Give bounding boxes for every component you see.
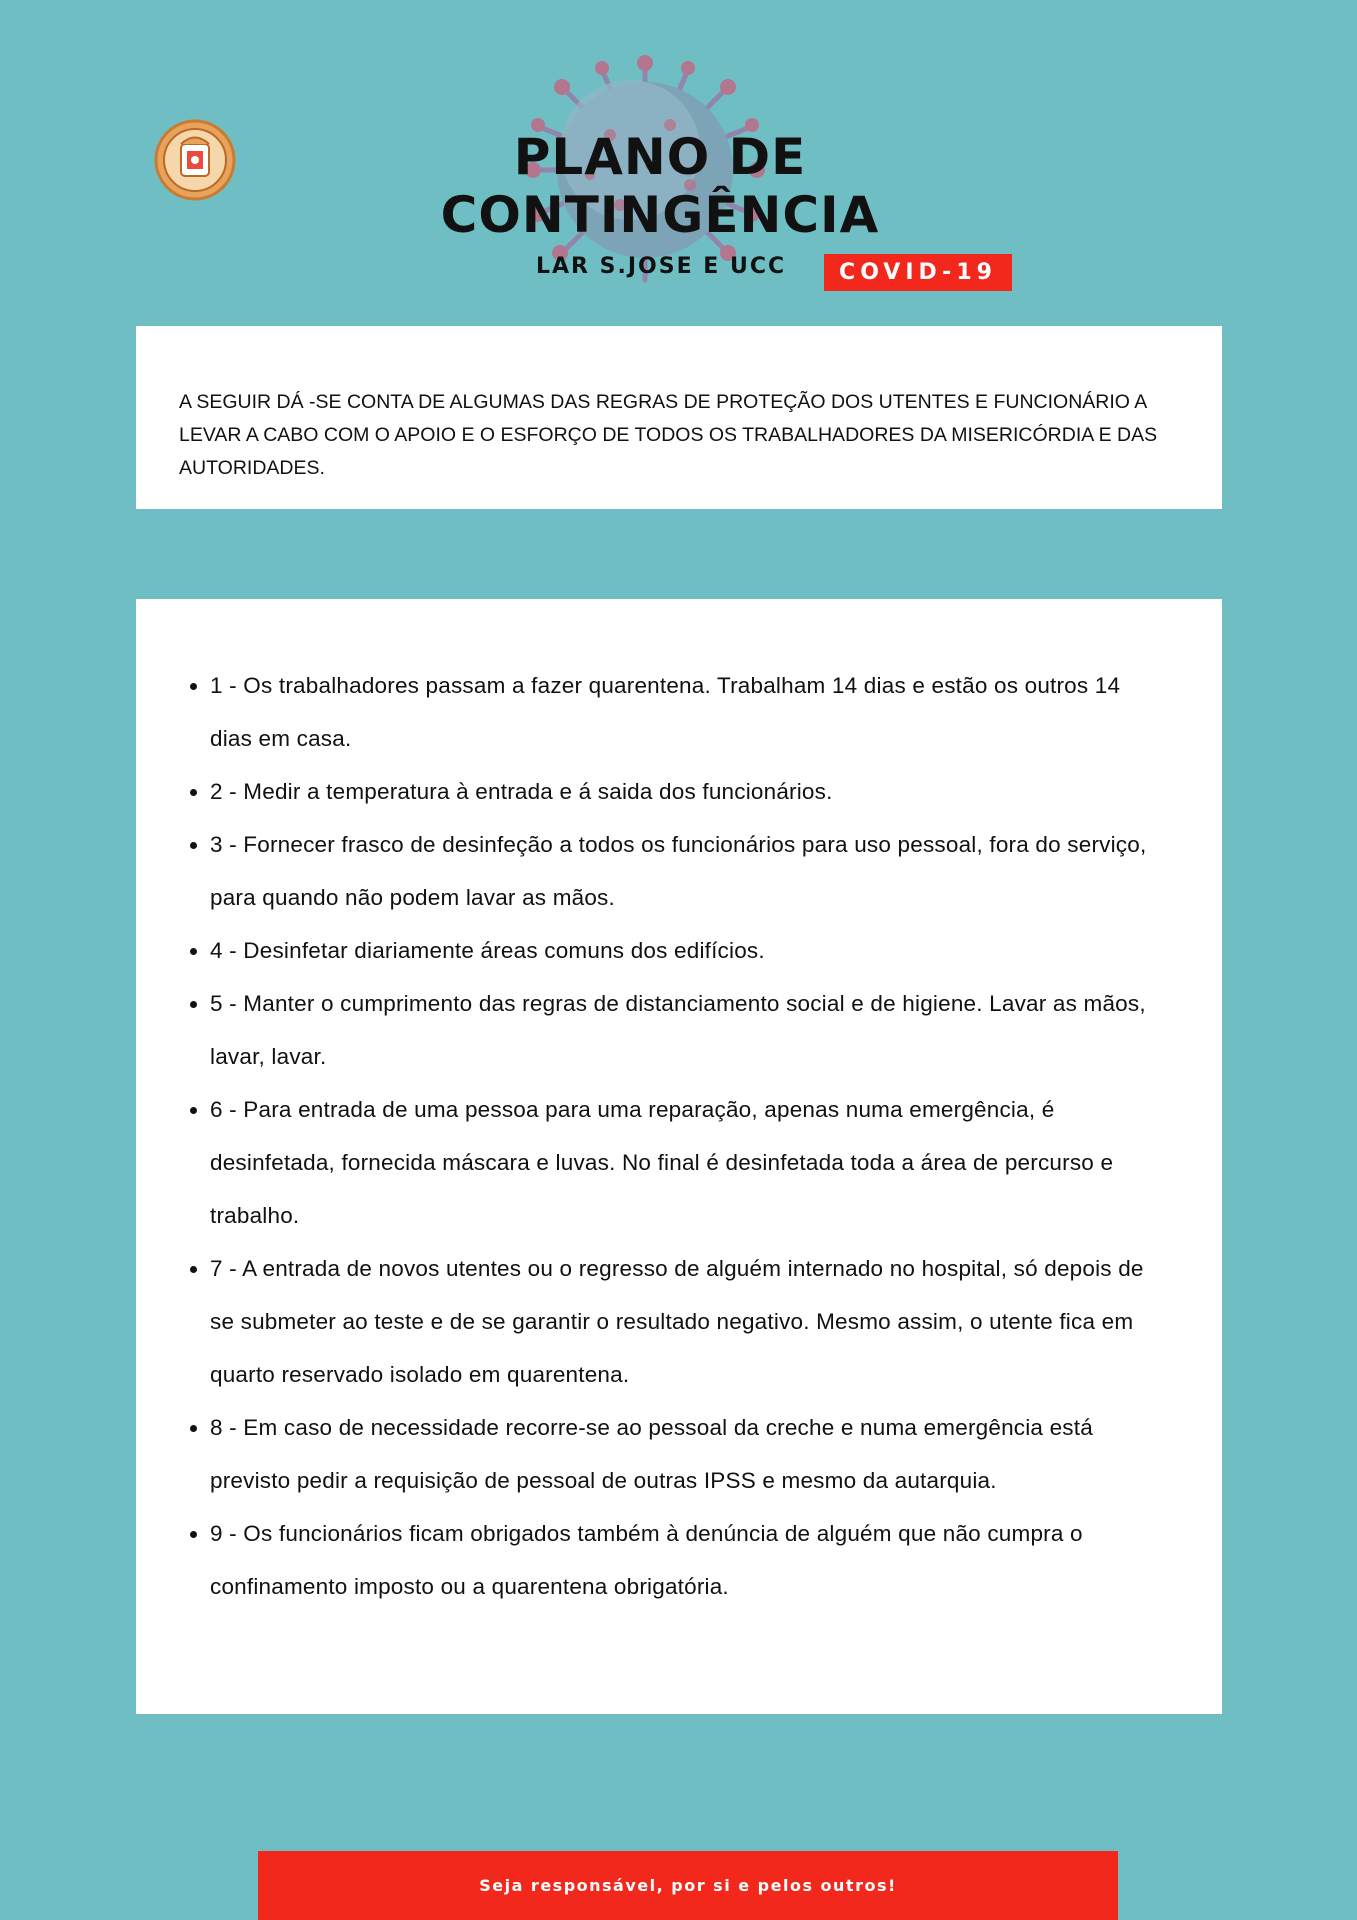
intro-card (136, 326, 1222, 509)
title-line-1: PLANO DE (513, 128, 807, 186)
list-item: • 3 - Fornecer frasco de desinfeção a todos os funcionários para uso pessoal, fora do serviço, para quando não podem lavar as mãos. (210, 818, 1152, 924)
intro-text: A SEGUIR DÁ -SE CONTA DE ALGUMAS DAS REGRAS DE PROTEÇÃO DOS UTENTES E FUNCIONÁRIO A LEVAR A CABO COM O APOIO E O ESFORÇO DE TODOS OS TRABALHADORES DA MISERICÓRDIA E DAS AUTORIDADES. (179, 391, 1158, 479)
page-header (0, 0, 1357, 310)
rules-card (136, 599, 1222, 1714)
list-item: • 5 - Manter o cumprimento das regras de distanciamento social e de higiene. Lavar as mãos, lavar, lavar. (210, 977, 1152, 1083)
title-line-2: CONTINGÊNCIA (440, 186, 880, 244)
coat-of-arms-emblem-icon (154, 119, 236, 201)
rules-list (186, 659, 1152, 1613)
list-item: • 6 - Para entrada de uma pessoa para uma reparação, apenas numa emergência, é desinfetada, fornecida máscara e luvas. No final é desinfetada toda a área de percurso e trabalho. (210, 1083, 1152, 1242)
list-item: • 4 - Desinfetar diariamente áreas comuns dos edifícios. (210, 924, 1152, 977)
list-item: • 8 - Em caso de necessidade recorre-se ao pessoal da creche e numa emergência está previsto pedir a requisição de pessoal de outras IPSS e mesmo da autarquia. (210, 1401, 1152, 1507)
footer-banner: Seja responsável, por si e pelos outros! (258, 1851, 1118, 1920)
list-item: • 1 - Os trabalhadores passam a fazer quarentena. Trabalham 14 dias e estão os outros 14 dias em casa. (210, 659, 1152, 765)
list-item: • 9 - Os funcionários ficam obrigados também à denúncia de alguém que não cumpra o confinamento imposto ou a quarentena obrigatória. (210, 1507, 1152, 1613)
covid-badge: COVID-19 (824, 254, 1012, 291)
list-item: • 7 - A entrada de novos utentes ou o regresso de alguém internado no hospital, só depois de se submeter ao teste e de se garantir o resultado negativo. Mesmo assim, o utente fica em quarto reservado isolado em quarentena. (210, 1242, 1152, 1401)
page-title (420, 128, 900, 244)
subtitle: LAR S.JOSE E UCC (536, 254, 787, 279)
list-item: • 2 - Medir a temperatura à entrada e á saida dos funcionários. (210, 765, 1152, 818)
